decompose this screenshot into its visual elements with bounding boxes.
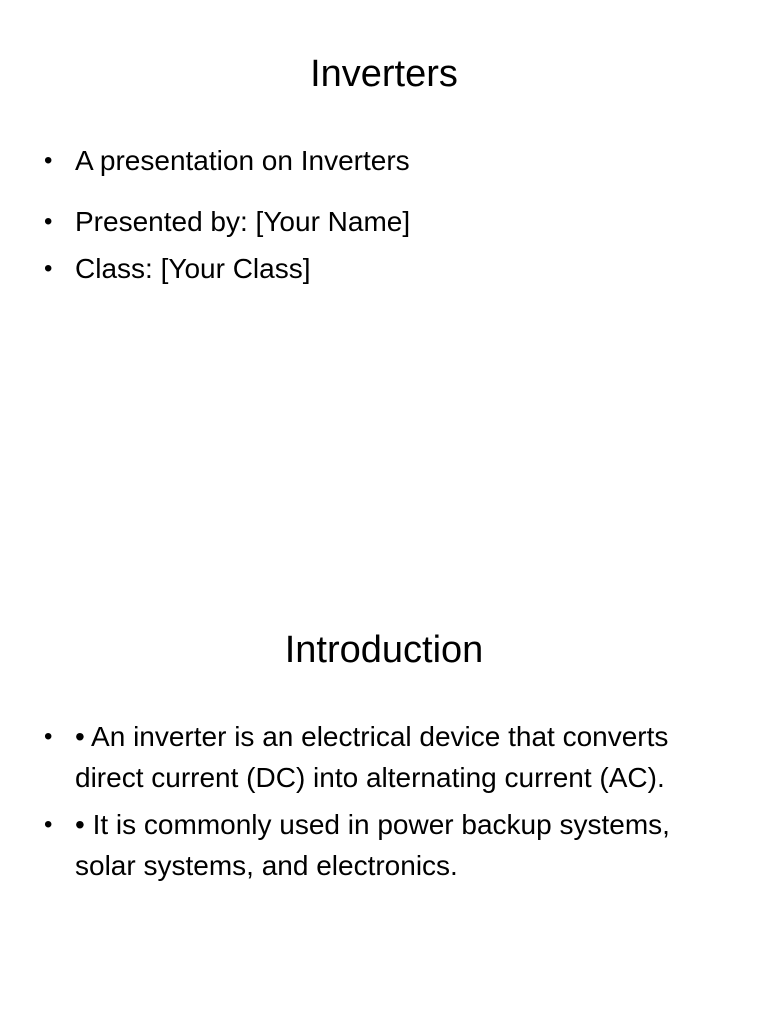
bullet-text: Presented by: [Your Name] [75, 206, 411, 237]
list-item [42, 248, 702, 289]
bullet-text: Class: [Your Class] [75, 253, 311, 284]
bullet-text: • An inverter is an electrical device that converts direct current (DC) into alternating current (AC). [75, 721, 669, 793]
bullet-icon: • [44, 255, 53, 282]
bullet-icon: • [44, 147, 53, 174]
bullet-icon: • [44, 811, 53, 838]
list-item [42, 201, 702, 242]
bullet-icon: • [44, 723, 53, 750]
list-item [42, 140, 702, 181]
bullet-icon: • [44, 208, 53, 235]
list-item [42, 804, 702, 886]
bullet-list [42, 140, 702, 289]
bullet-text: • It is commonly used in power backup systems, solar systems, and electronics. [75, 809, 670, 881]
bullet-text: A presentation on Inverters [75, 145, 410, 176]
slide-2 [0, 576, 768, 1024]
slide-title: Introduction [284, 629, 484, 671]
bullet-list [42, 716, 702, 886]
slide-title: Inverters [310, 53, 458, 95]
list-item [42, 716, 702, 798]
